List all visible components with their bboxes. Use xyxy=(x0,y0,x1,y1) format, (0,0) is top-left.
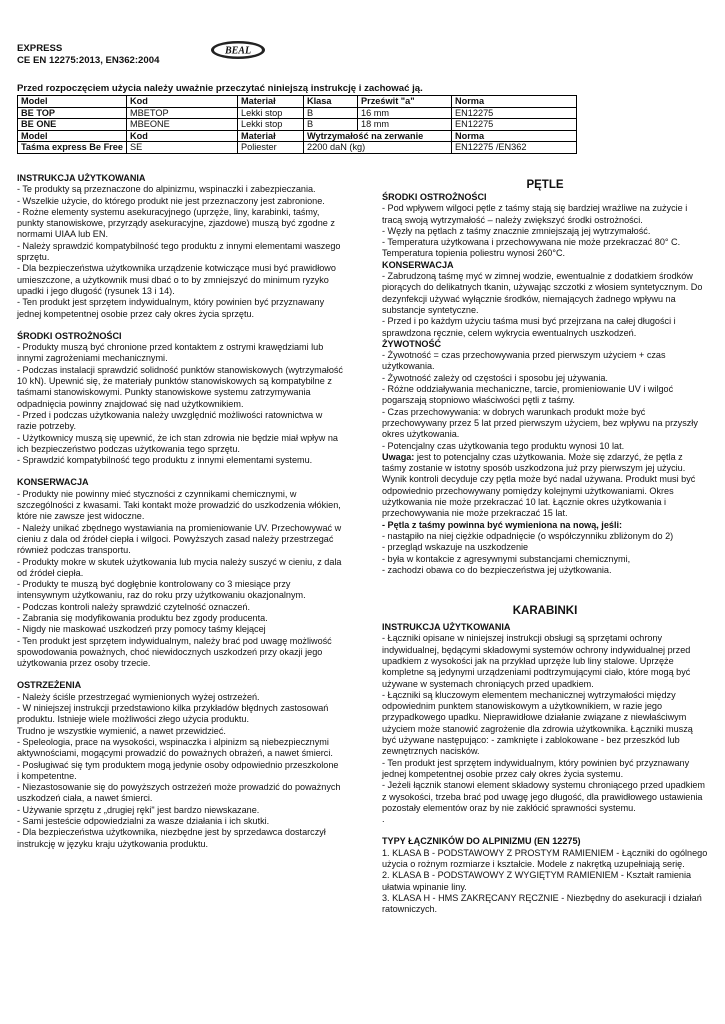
section-title: - Pętla z taśmy powinna być wymieniona na nową, jeśli: xyxy=(382,519,623,530)
section-title: KONSERWACJA xyxy=(382,259,454,270)
left-column xyxy=(17,173,343,850)
list-item: - Jeżeli łącznik stanowi element składowy systemu chroniącego przed upadkiem z wysokości, trzeba brać pod uwagę jego długość, dla prawidłowego ustawienia pozostały elementów oraz by nie zakłócić sprawności systemu. xyxy=(382,780,705,813)
list-item: - Przed i podczas użytkowania należy uwzględnić możliwości ratownictwa w razie potrzeby. xyxy=(17,409,323,432)
replacement-list xyxy=(382,531,708,576)
list-item: - była w kontakcie z agresywnymi substancjami chemicznymi, xyxy=(382,553,631,564)
list-item: . xyxy=(382,814,385,825)
list-item: - Używanie sprzętu z „drugiej ręki" jest bardzo niewskazane. xyxy=(17,804,260,815)
list-item: 1. KLASA B - PODSTAWOWY Z PROSTYM RAMIENIEM - Łączniki do ogólnego użycia o rożnym rozmiarze i kształcie. Modele z nakrętką uzupełniają serię. xyxy=(382,847,708,870)
list-item: - Przed i po każdym użyciu taśma musi być przejrzana na całej długości i sprawdzona ręcznie, celem wykrycia ewentualnych uszkodzeń. xyxy=(382,316,676,338)
connector-types-list xyxy=(382,848,708,916)
note-paragraph: Uwaga: jest to potencjalny czas użytkowania. Może się zdarzyć, że pętla z taśmy zostanie w istotny sposób uszkodzona już przy pierwszym jej użyciu. Wynik kontroli decyduje czy pętla może być nadal używana. Produkt musi być odpowiednio przechowywany pomiędzy kolejnymi użytkowaniami. Okres użytkowania nie może przekraczać 10 lat. Łącznie okres użytkowania i przechowywania nie może przekraczać 15 lat. xyxy=(382,451,696,519)
list-item: - Wszelkie użycie, do którego produkt nie jest przeznaczony jest zabronione. xyxy=(17,195,325,206)
list-item: - Należy unikać zbędnego wystawiania na promieniowanie UV. Przechowywać w cieniu z dala od źródeł ciepła i wilgoci. Powyższych zasad należy przestrzegać również podczas transportu. xyxy=(17,522,342,556)
list-item: - Żywotność = czas przechowywania przed pierwszym użyciem + czas użytkowania. xyxy=(382,350,666,372)
list-item: - Potencjalny czas użytkowania tego produktu wynosi 10 lat. xyxy=(382,440,625,451)
list-item: - Produkty te muszą być dogłębnie kontrolowany co 3 miesiące przy intensywnym użytkowaniu, raz do roku przy użytkowaniu okazjonalnym. xyxy=(17,579,306,601)
list-item: - Ten produkt jest sprzętem indywidualnym, który powinien być przyznawany jednej kompetentnej osobie przez cały okres życia systemu. xyxy=(382,757,690,779)
document-header xyxy=(17,43,159,67)
right-column xyxy=(382,178,708,916)
beal-logo xyxy=(208,38,268,62)
warnings-list xyxy=(17,692,343,850)
list-item: - Dla bezpieczeństwa użytkownika, niezbędne jest by sprzedawca dostarczył instrukcję w języku kraju użytkowania produktu. xyxy=(17,827,326,849)
table-row: BE ONE MBEONE Lekki stop B 18 mm EN12275 xyxy=(18,119,577,131)
section-title: ŚRODKI OSTROŻNOŚCI xyxy=(17,330,122,341)
section-title: ŚRODKI OSTROŻNOŚCI xyxy=(382,192,487,202)
list-item: - Produkty muszą być chronione przed kontaktem z ostrymi krawędziami lub innymi zagrożeniami mechanicznymi. xyxy=(17,342,324,364)
list-item: - Sprawdzić kompatybilność tego produktu z innymi elementami systemu. xyxy=(17,455,313,466)
list-item: - Posługiwać się tym produktem mogą jedynie osoby odpowiednio przeszkolone i kompetentne. xyxy=(17,759,339,781)
list-item: - nastąpiło na niej ciężkie odpadnięcie (o współczynniku zbliżonym do 2) xyxy=(382,530,674,541)
list-item: - Różne oddziaływania mechaniczne, tarcie, promieniowanie UV i wilgoć pogarszają stopniowo właściwości pętli z taśmy. xyxy=(382,384,674,406)
list-item: - Pod wpływem wilgoci pętle z taśmy stają się bardziej wrażliwe na zużycie i tracą swoją wytrzymałość – należy zwiększyć środki ostrożności. xyxy=(382,203,688,225)
beal-logo-icon xyxy=(208,38,268,62)
list-item: - Użytkownicy muszą się upewnić, że ich stan zdrowia nie będzie miał wpływ na ich bezpieczeństwo podczas użytkowania tego sprzętu. xyxy=(17,432,338,454)
section-heading-karabinki: KARABINKI xyxy=(512,605,578,618)
product-name: EXPRESS xyxy=(17,43,63,54)
list-item: - Dla bezpieczeństwa użytkownika urządzenie kotwiczące musi być prawidłowo umieszczone, a użytkownik musi dbać o to by zmniejszyć do minimum ryzyko upadki i jego długość (rysunek 13 i 14). xyxy=(17,263,336,296)
sling-maintenance-list xyxy=(382,271,708,339)
list-item: - Te produkty są przeznaczone do alpinizmu, wspinaczki i zabezpieczania. xyxy=(17,184,316,195)
list-item: - Speleologia, prace na wysokości, wspinaczka i alpinizm są niebezpiecznymi aktywnościami, mogącymi prowadzić do poważnych obrażeń, a nawet śmierci. xyxy=(17,736,333,759)
section-title: TYPY ŁĄCZNIKÓW DO ALPINIZMU (EN 12275) xyxy=(382,836,581,847)
list-item: - Ten produkt jest sprzętem indywidualnym, który powinien być przyznawany jednej kompetentnej osobie przez cały okres życia sprzętu. xyxy=(17,297,325,319)
list-item: - przegląd wskazuje na uszkodzenie xyxy=(382,542,529,553)
lifetime-list xyxy=(382,350,708,452)
list-item: - Węzły na pętlach z taśmy znacznie zmniejszają jej wytrzymałość. xyxy=(382,225,651,236)
list-item: - Niezastosowanie się do powyższych ostrzeżeń może prowadzić do poważnych uszkodzeń ciała, a nawet śmierci. xyxy=(17,782,341,804)
connector-usage-list xyxy=(382,633,708,825)
section-heading-petle: PĘTLE xyxy=(526,179,564,191)
list-item: - Produkty mokre w skutek użytkowania lub mycia należy suszyć w cieniu, z dala od źródeł ciepła. xyxy=(17,556,342,578)
usage-list xyxy=(17,184,343,320)
list-item: - Żywotność zależy od częstości i sposobu jej używania. xyxy=(382,372,608,383)
intro-text: Przed rozpoczęciem użycia należy uważnie przeczytać niniejszą instrukcję i zachować ją. xyxy=(17,83,423,94)
spec-table xyxy=(17,95,577,154)
list-item: - Należy sprawdzić kompatybilność tego produktu z innymi elementami waszego sprzętu. xyxy=(17,240,341,263)
precautions-list xyxy=(17,342,343,466)
svg-text:BEAL: BEAL xyxy=(224,45,252,57)
table-row: BE TOP MBETOP Lekki stop B 16 mm EN12275 xyxy=(18,107,577,119)
list-item: - Łączniki opisane w niniejszej instrukcji obsługi są sprzętami ochrony indywidualnej, będącymi składowymi systemów ochrony indywidualnej przed upadkiem z wysokości jak na przykład uprzęże lub liny stalowe. Uprzęże kompletne są jedynymi urządzeniami podtrzymującymi ciało, które mogą być używane w systemach chroniących przed upadkiem. xyxy=(382,633,691,689)
sling-precautions-list xyxy=(382,203,708,259)
section-title: KONSERWACJA xyxy=(17,477,89,488)
list-item: - W niniejszej instrukcji przedstawiono kilka przykładów błędnych zastosowań produktu. Istnieje wiele możliwości złego użycia produktu. xyxy=(17,703,329,725)
section-title: ŻYWOTNOŚĆ xyxy=(382,338,442,349)
maintenance-list xyxy=(17,489,343,670)
section-title: OSTRZEŻENIA xyxy=(17,680,82,691)
norm-line: CE EN 12275:2013, EN362:2004 xyxy=(17,55,160,66)
table-row: Taśma express Be Free SE Poliester 2200 daN (kg) EN12275 /EN362 xyxy=(18,142,577,154)
list-item: - Sami jesteście odpowiedzialni za wasze działania i ich skutki. xyxy=(17,816,270,827)
list-item: - Czas przechowywania: w dobrych warunkach produkt może być przechowywany przez 5 lat przed pierwszym użyciem, bez wpływu na przyszły okres użytkowania. xyxy=(382,406,698,440)
section-title: INSTRUKCJA UŻYTKOWANIA xyxy=(17,173,146,183)
list-item: - Łączniki są kluczowym elementem mechanicznej wytrzymałości między odpowiednim punktem stanowiskowym a użytkownikiem, w razie jego przypadkowego upadku. Nieprawidłowe działanie związane z niewłaściwym użyciem może stanowić zagrożenie dla zdrowia użytkownika. Łączniki muszą być używane następująco: - zamknięte i zablokowane - bez przeszkód lub zewnętrznych nacisków. xyxy=(382,689,693,757)
list-item: - Podczas instalacji sprawdzić solidność punktów stanowiskowych (wytrzymałość 10 kN). Upewnić się, że materiały punktów stanowiskowych są kompatybilne z taśmami stanowiskowymi. Punkty stanowiskowe systemu zatrzymywania odpadnięcia powinny znajdować się nad użytkownikiem. xyxy=(17,364,343,409)
list-item: 2. KLASA B - PODSTAWOWY Z WYGIĘTYM RAMIENIEM - Kształt ramienia ułatwia wpinanie liny. xyxy=(382,870,692,892)
list-item: - Temperatura użytkowana i przechowywana nie może przekraczać 80° C. Temperatura topienia poliestru wynosi 260°C. xyxy=(382,237,681,259)
list-item: - Nigdy nie maskować uszkodzeń przy pomocy taśmy klejącej xyxy=(17,624,266,635)
list-item: 3. KLASA H - HMS ZAKRĘCANY RĘCZNIE - Niezbędny do asekuracji i działań ratowniczych. xyxy=(382,892,702,915)
list-item: Trudno je wszystkie wymienić, a nawet przewidzieć. xyxy=(17,725,226,736)
list-item: - Zabrudzoną taśmę myć w zimnej wodzie, ewentualnie z dodatkiem środków piorących do delikatnych tkanin, używając szczotki z włosiem syntetycznym. Do dezynfekcji używać wyłącznie środków, niemających żadnego wpływu na substancje syntetyczne. xyxy=(382,271,703,315)
table-header-row: Model Kod Materiał Wytrzymałość na zerwanie Norma xyxy=(18,130,577,142)
list-item: - zachodzi obawa co do bezpieczeństwa jej użytkowania. xyxy=(382,564,612,575)
list-item: - Produkty nie powinny mieć styczności z czynnikami chemicznymi, w szczególności z kwasami. Taki kontakt może prowadzić do uszkodzenia włókien, które nie zawsze jest widoczne. xyxy=(17,488,341,522)
section-title: INSTRUKCJA UŻYTKOWANIA xyxy=(382,622,511,633)
table-header-row: Model Kod Materiał Klasa Prześwit "a" Norma xyxy=(18,96,577,108)
list-item: - Zabrania się modyfikowania produktu bez zgody producenta. xyxy=(17,612,268,623)
list-item: - Rożne elementy systemu asekuracyjnego (uprzęże, liny, karabinki, taśmy, punkty stanowiskowe, przyrządy asekuracyjne, zjazdowe) muszą być zgodne z normami UIAA lub EN. xyxy=(17,206,335,240)
list-item: - Należy ściśle przestrzegać wymienionych wyżej ostrzeżeń. xyxy=(17,691,260,702)
list-item: - Podczas kontroli należy sprawdzić czytelność oznaczeń. xyxy=(17,601,251,612)
list-item: - Ten produkt jest sprzętem indywidualnym, należy brać pod uwagę możliwość spowodowania poważnych, choć niewidocznych uszkodzeń przy okazji jego użytkowania przez osoby trzecie. xyxy=(17,635,332,669)
